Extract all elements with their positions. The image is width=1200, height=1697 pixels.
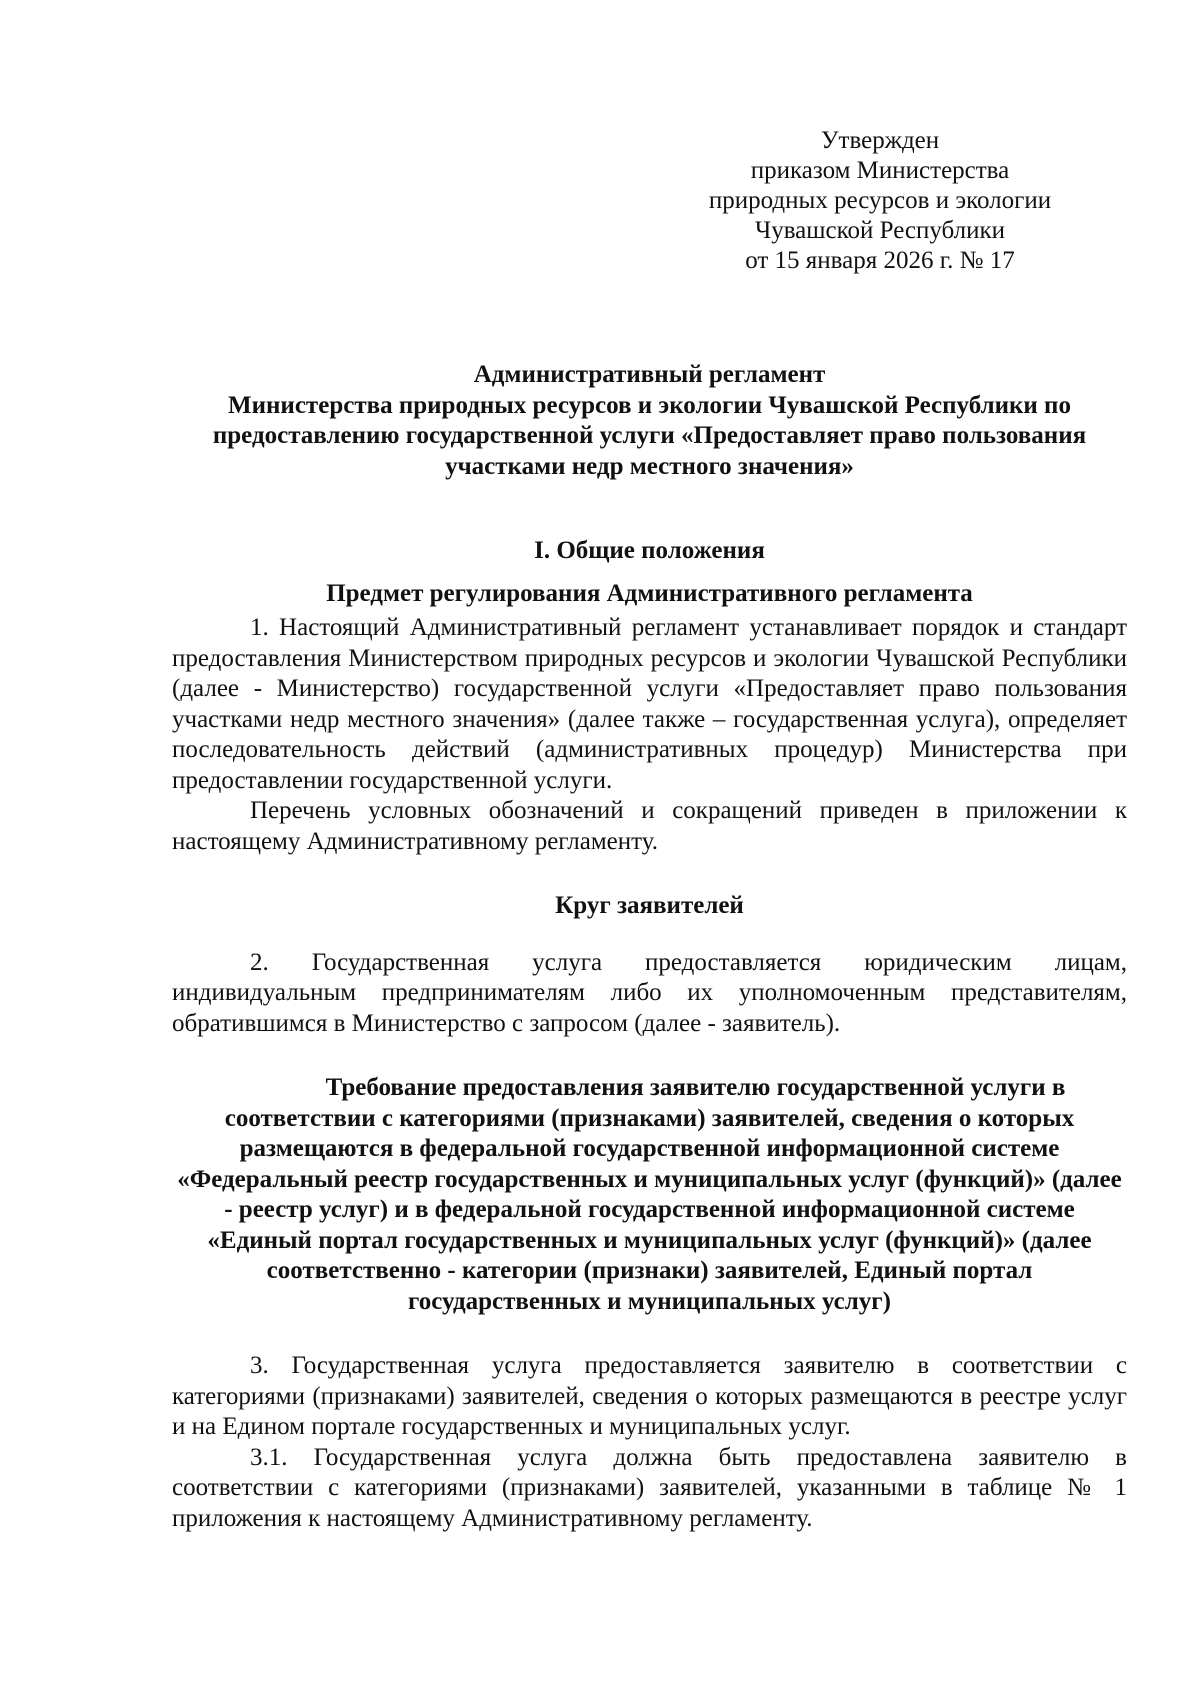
paragraph-1: 1. Настоящий Административный регламент устанавливает порядок и стандарт предоставления Министерством природных ресурсов и экологии Чувашской Республики (далее - Министерство) государственной услуги «Предоставляет право пользования участками недр местного значения» (далее также – государственная услуга), определяет последовательность действий (административных процедур) Министерства при предоставлении государственной услуги. — [172, 614, 1127, 794]
section-heading-general: I. Общие положения — [534, 537, 765, 564]
section-heading-applicants: Круг заявителей — [555, 892, 744, 919]
paragraph-1-abbreviations: Перечень условных обозначений и сокращений приведен в приложении к настоящему Административному регламенту. — [172, 797, 1127, 855]
paragraph-2: 2. Государственная услуга предоставляется юридическим лицам, индивидуальным предпринимателям либо их уполномоченным представителям, обратившимся в Министерство с запросом (далее - заявитель). — [172, 948, 1127, 1037]
approval-line-2: приказом Министерства — [750, 157, 1010, 184]
subheading-subject: Предмет регулирования Административного регламента — [326, 579, 973, 607]
approval-block — [690, 126, 1070, 276]
approval-line-5: от 15 января 2026 г. № 17 — [745, 247, 1015, 274]
approval-line-4: Чувашской Республики — [754, 217, 1006, 244]
document-subtitle: Министерства природных ресурсов и экологии Чувашской Республики по предоставлению государственной услуги «Предоставляет право пользования участками недр местного значения» — [212, 391, 1087, 480]
paragraph-3: 3. Государственная услуга предоставляется заявителю в соответствии с категориями (признаками) заявителей, сведения о которых размещаются в реестре услуг и на Едином портале государственных и муниципальных услуг. — [172, 1352, 1127, 1440]
document-body — [172, 360, 1127, 1534]
approval-line-3: природных ресурсов и экологии — [708, 187, 1052, 214]
paragraph-3-1: 3.1. Государственная услуга должна быть предоставлена заявителю в соответствии с категориями (признаками) заявителей, указанными в таблице № 1 приложения к настоящему Административному регламенту. — [172, 1443, 1127, 1532]
section-heading-requirement: Требование предоставления заявителю государственной услуги в соответствии с категориями (признаками) заявителей, сведения о которых размещаются в федеральной государственной информационной системе «Федеральный реестр государственных и муниципальных услуг (функций)» (далее - реестр услуг) и в федеральной государственной информационной системе «Единый портал государственных и муниципальных услуг (функций)» (далее соответственно - категории (признаки) заявителей, Единый портал государственных и муниципальных услуг) — [177, 1074, 1122, 1315]
approval-line-1: Утвержден — [820, 127, 940, 154]
document-title: Административный регламент — [473, 361, 826, 388]
